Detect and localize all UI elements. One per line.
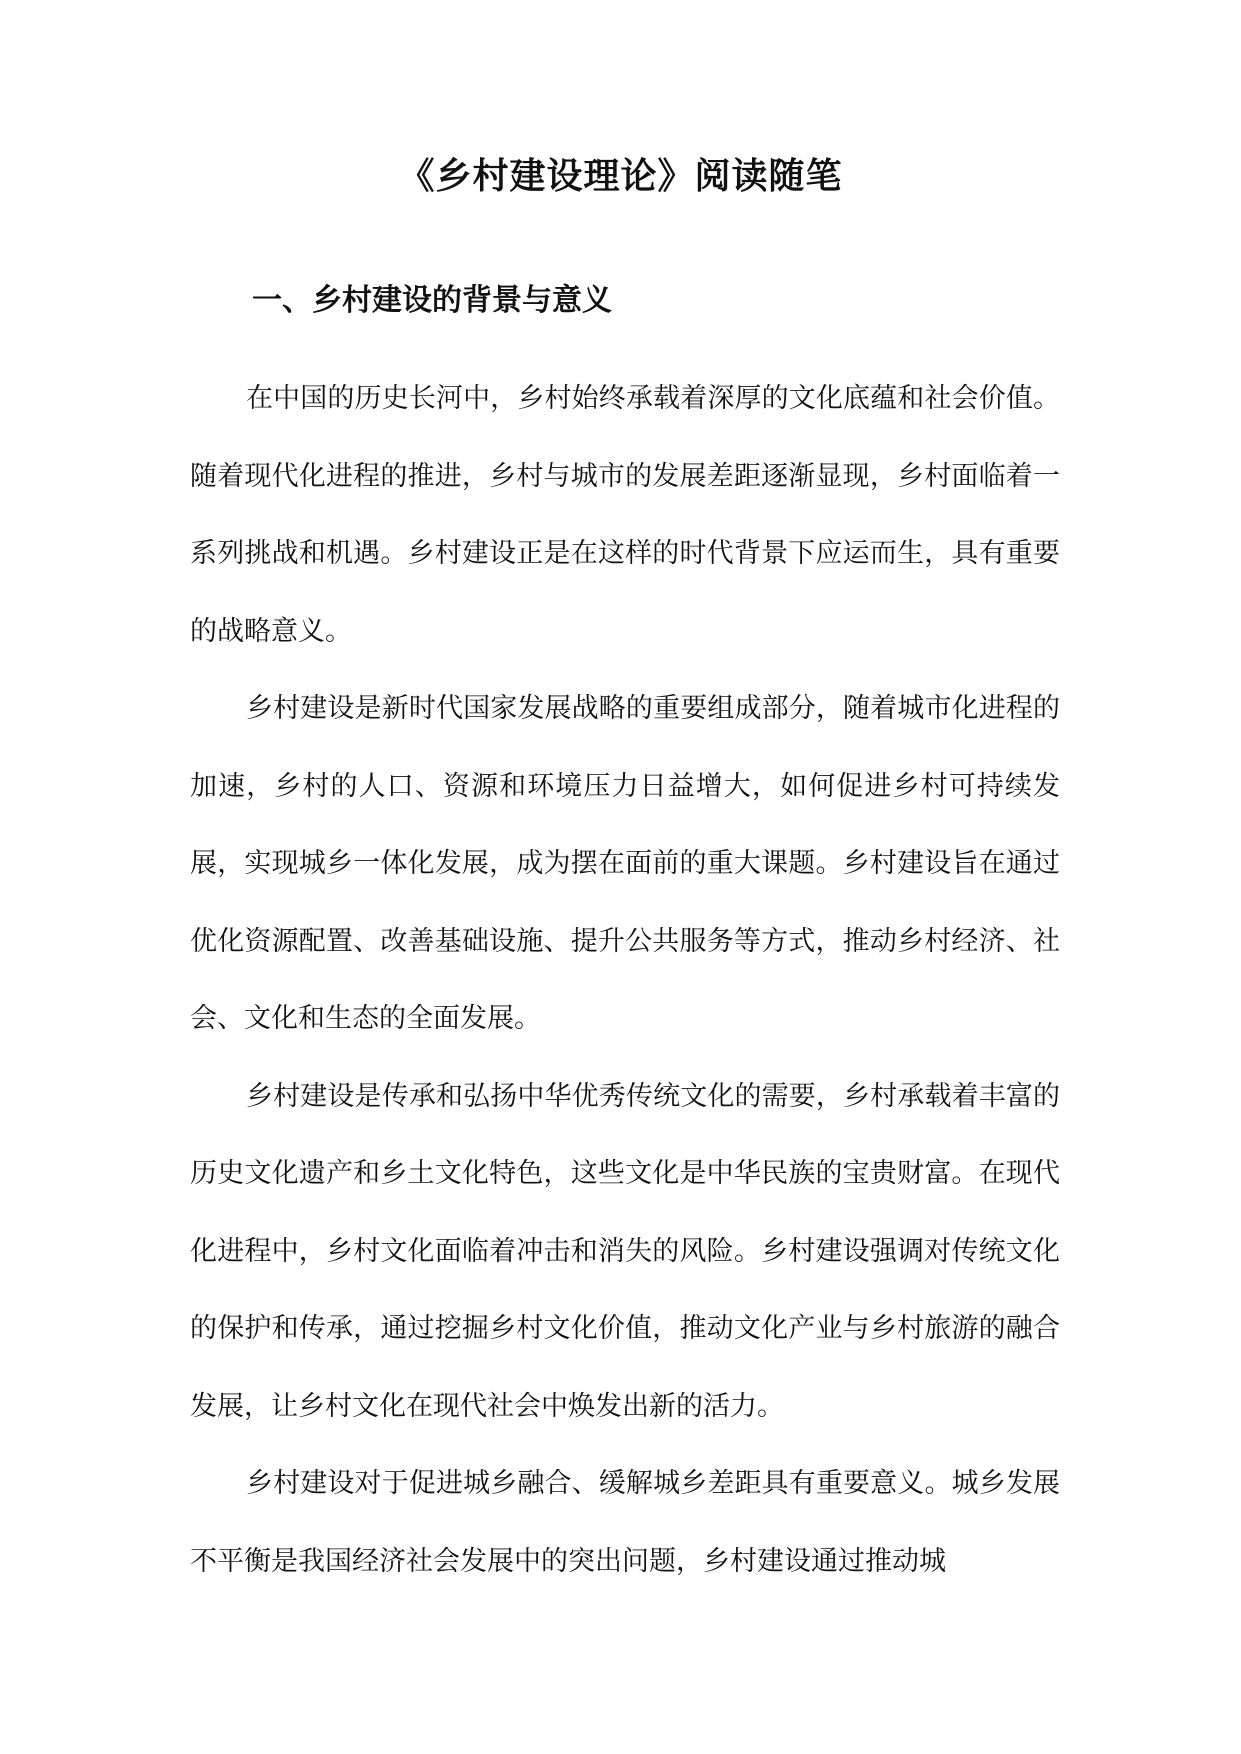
document-title: 《乡村建设理论》阅读随笔 [398,155,843,197]
paragraph: 乡村建设对于促进城乡融合、缓解城乡差距具有重要意义。城乡发展不平衡是我国经济社会发展中的突出问题，乡村建设通过推动城 [190,1468,1060,1577]
paragraph: 乡村建设是新时代国家发展战略的重要组成部分，随着城市化进程的加速，乡村的人口、资源和环境压力日益增大，如何促进乡村可持续发展，实现城乡一体化发展，成为摆在面前的重大课题。乡村建设旨在通过优化资源配置、改善基础设施、提升公共服务等方式，推动乡村经济、社会、文化和生态的全面发展。 [190,693,1060,1034]
paragraph: 乡村建设是传承和弘扬中华优秀传统文化的需要，乡村承载着丰富的历史文化遗产和乡土文化特色，这些文化是中华民族的宝贵财富。在现代化进程中，乡村文化面临着冲击和消失的风险。乡村建设强调对传统文化的保护和传承，通过挖掘乡村文化价值，推动文化产业与乡村旅游的融合发展，让乡村文化在现代社会中焕发出新的活力。 [190,1080,1060,1422]
body-text [190,360,1060,1600]
paragraph: 在中国的历史长河中，乡村始终承载着深厚的文化底蕴和社会价值。随着现代化进程的推进，乡村与城市的发展差距逐渐显现，乡村面临着一系列挑战和机遇。乡村建设正是在这样的时代背景下应运而生，具有重要的战略意义。 [190,383,1060,647]
section-heading: 一、乡村建设的背景与意义 [252,283,612,318]
